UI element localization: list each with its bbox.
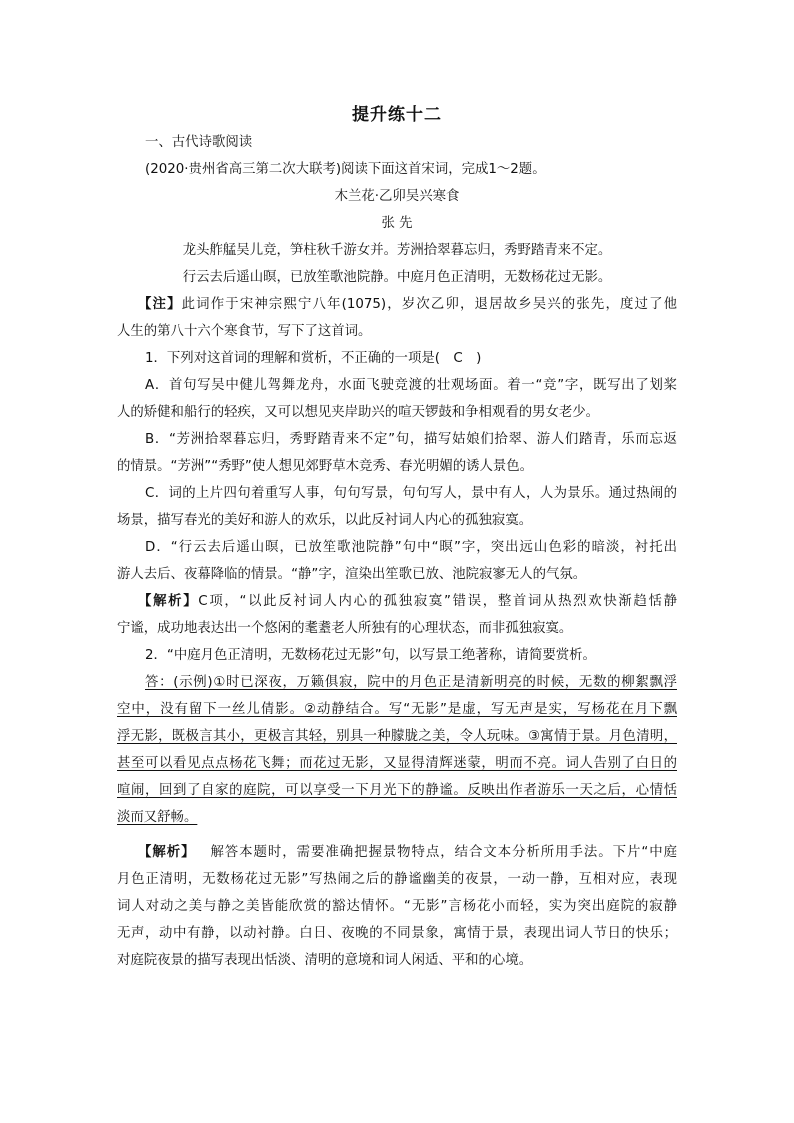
answer-line-3: 浮无影，既极言其小，更极言其轻，别具一种朦胧之美，令人玩味。③寓情于景。月色清明， [117,729,677,744]
analysis2-label: 【解析】 [138,845,196,860]
section-heading: 一、古代诗歌阅读 [145,135,253,150]
analysis1-label: 【解析】 [138,594,199,609]
answer-line-5: 喧闹，回到了自家的庭院，可以享受一下月光下的静谧。反映出作者游乐一天之后，心情恬 [117,783,677,798]
q1-option-a-line-2: 人的矫健和船行的轻疾，又可以想见夹岸助兴的喧天锣鼓和争相观看的男女老少。 [117,405,600,420]
q1-option-b-line-2: 的情景。“芳洲”“秀野”使人想见郊野草木竞秀、春光明媚的诱人景色。 [117,459,534,474]
poem-title: 木兰花·乙卯吴兴寒食 [334,189,460,204]
note-label: 【注】 [138,297,182,312]
analysis1-text-1: C项，“以此反衬词人内心的孤独寂寞”错误，整首词从热烈欢快渐趋恬静 [198,594,678,609]
analysis2-line-2: 月色正清明，无数杨花过无影”写热闹之后的静谧幽美的夜景，一动一静，互相对应，表现 [117,872,677,887]
analysis2-text-1: 解答本题时，需要准确把握景物特点，结合文本分析所用手法。下片“中庭 [209,845,678,860]
answer-line-4: 甚至可以看见点点杨花飞舞；而花过无影，又显得清辉迷蒙，明而不亮。词人告别了白日的 [117,756,677,771]
poem-author: 张 先 [381,216,413,231]
analysis1-line-2: 宁谧，成功地表达出一个悠闲的耄耋老人所独有的心理状态，而非孤独寂寞。 [117,621,573,636]
analysis2-line-4: 无声，动中有静，以动衬静。白日、夜晚的不同景象，寓情于景，表现出词人节日的快乐； [117,926,677,941]
q2-stem: 2．“中庭月色正清明，无数杨花过无影”句，以写景工绝著称，请简要赏析。 [145,648,596,663]
q1-option-c-line-2: 场景，描写春光的美好和游人的欢乐，以此反衬词人内心的孤独寂寞。 [117,513,533,528]
q1-option-d-line-2: 游人去后、夜幕降临的情景。“静”字，渲染出笙歌已放、池院寂寥无人的气氛。 [117,567,587,582]
page-title: 提升练十二 [352,105,442,125]
poem-line-2: 行云去后遥山暝，已放笙歌池院静。中庭月色正清明，无数杨花过无影。 [182,270,612,285]
note-text-1: 此词作于宋神宗熙宁八年(1075)，岁次乙卯，退居故乡吴兴的张先，度过了他 [181,297,678,312]
q1-option-b-line-1: B．“芳洲拾翠暮忘归，秀野踏青来不定”句，描写姑娘们拾翠、游人们踏青，乐而忘返 [145,432,677,447]
analysis2-line-1 [138,843,677,863]
poem-line-1: 龙头舴艋吴儿竞，笋柱秋千游女并。芳洲拾翠暮忘归，秀野踏青来不定。 [182,243,612,258]
answer-line-2: 空中，没有留下一丝儿倩影。②动静结合。写“无影”是虚，写无声是实，写杨花在月下飘 [117,702,677,717]
analysis2-line-3: 词人对动之美与静之美皆能欣赏的豁达情怀。“无影”言杨花小而轻，实为突出庭院的寂静 [117,899,677,914]
note-line-2: 人生的第八十六个寒食节，写下了这首词。 [117,324,372,339]
q1-option-c-line-1: C．词的上片四句着重写人事，句句写景，句句写人，景中有人，人为景乐。通过热闹的 [145,486,677,501]
q1-stem: 1．下列对这首词的理解和赏析，不正确的一项是( C ) [145,351,482,366]
q1-option-a-line-1: A．首句写吴中健儿驾舞龙舟，水面飞驶竞渡的壮观场面。着一“竞”字，既写出了划桨 [145,378,677,393]
answer-line-1: 答：(示例)①时已深夜，万籁俱寂，院中的月色正是清新明亮的时候，无数的柳絮飘浮 [145,675,677,690]
answer-line-6: 淡而又舒畅。 [117,810,198,825]
analysis1-line-1 [138,592,677,612]
note-line-1 [138,295,677,315]
analysis2-line-5: 对庭院夜景的描写表现出恬淡、清明的意境和词人闲适、平和的心境。 [117,953,533,968]
question-intro: (2020·贵州省高三第二次大联考)阅读下面这首宋词，完成1～2题。 [145,162,546,177]
q1-option-d-line-1: D．“行云去后遥山暝，已放笙歌池院静”句中“暝”字，突出远山色彩的暗淡，衬托出 [145,540,677,555]
